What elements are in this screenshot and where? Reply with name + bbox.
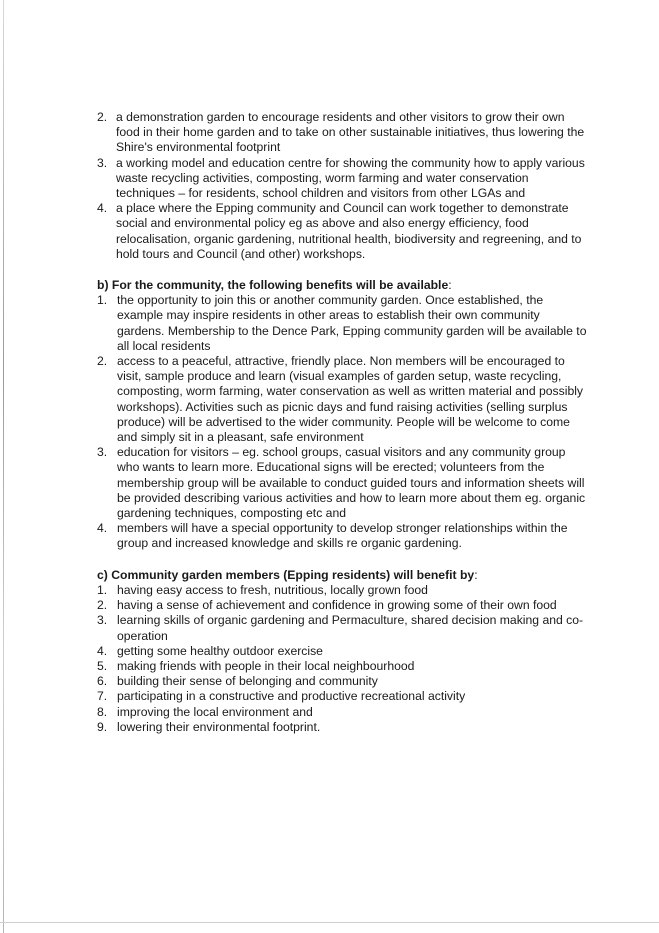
list-item-number: 2.: [97, 110, 108, 124]
list-item-text: the opportunity to join this or another community garden. Once established, the example may inspire residents in other areas to establish their own community gardens. Membership to the Dence Park, Epping community garden will be available to all local residents: [117, 293, 587, 353]
list-item-number: 3.: [97, 155, 108, 170]
list-item-number: 2.: [97, 598, 108, 613]
list-item-number: 4.: [97, 643, 108, 658]
list-item: [0, 445, 659, 521]
list-item-text: access to a peaceful, attractive, friendly place. Non members will be encouraged to visit, sample produce and learn (visual examples of garden setup, waste recycling, composting, worm farming, water conservation as well as written material and possibly workshops). Activities such as picnic days and fund raising activities (selling surplus produce) will be advertised to the wider community. People will be welcome to come and simply sit in a pleasant, safe environment: [117, 354, 584, 445]
list-item-number: 4.: [97, 201, 108, 216]
section-c-heading-text: c) Community garden members (Epping residents) will benefit by: [97, 567, 475, 582]
list-item-number: 1.: [97, 582, 108, 597]
list-item: [0, 674, 659, 689]
list-item-number: 4.: [97, 521, 108, 536]
list-item-text: building their sense of belonging and community: [117, 674, 378, 689]
list-item: [0, 613, 659, 643]
section-b-heading: [0, 278, 659, 293]
list-item: [0, 201, 659, 262]
list-item: [0, 705, 659, 720]
list-item: [0, 689, 659, 704]
section-b-heading-colon: :: [448, 278, 452, 293]
list-item-text: improving the local environment and: [117, 704, 313, 719]
list-item-text: making friends with people in their local neighbourhood: [117, 658, 415, 673]
list-item-text: learning skills of organic gardening and Permaculture, shared decision making and co-operation: [117, 613, 584, 643]
list-item: [0, 354, 659, 445]
list-item: [0, 521, 659, 551]
list-item: [0, 720, 659, 735]
list-item-number: 7.: [97, 689, 108, 704]
list-item-number: 9.: [97, 719, 108, 734]
list-item-number: 3.: [97, 445, 108, 460]
list-item-number: 5.: [97, 658, 108, 673]
list-item-number: 3.: [97, 613, 108, 628]
list-item: [0, 659, 659, 674]
list-item-text: getting some healthy outdoor exercise: [117, 643, 323, 658]
list-item: [0, 110, 659, 156]
section-c-heading-colon: :: [474, 567, 478, 582]
scan-bottom-edge: [0, 922, 659, 923]
list-item: [0, 156, 659, 202]
list-item: [0, 598, 659, 613]
list-item: [0, 583, 659, 598]
section-a-list: [0, 110, 659, 262]
list-item: [0, 293, 659, 354]
list-item-text: education for visitors – eg. school groups, casual visitors and any community group who wants to learn more. Educational signs will be erected; volunteers from the membership group will be available to conduct guided tours and information sheets will be provided describing various activities and how to learn more about them eg. organic gardening techniques, composting etc and: [117, 445, 586, 521]
list-item-text: a demonstration garden to encourage residents and other visitors to grow their own food in their home garden and to take on other sustainable initiatives, thus lowering the Shire's environmental footprint: [116, 110, 585, 155]
section-c-list: [0, 583, 659, 735]
list-item-text: participating in a constructive and productive recreational activity: [117, 689, 466, 704]
list-item: [0, 644, 659, 659]
section-c-heading: [0, 568, 659, 583]
section-b-heading-text: b) For the community, the following benefits will be available: [97, 278, 449, 293]
list-item-number: 6.: [97, 674, 108, 689]
list-item-text: members will have a special opportunity to develop stronger relationships within the group and increased knowledge and skills re organic gardening.: [117, 521, 568, 551]
section-b-list: [0, 293, 659, 551]
list-item-text: lowering their environmental footprint.: [117, 719, 321, 734]
list-item-number: 8.: [97, 704, 108, 719]
list-item-text: a place where the Epping community and Council can work together to demonstrate social and environmental policy eg as above and also energy efficiency, food relocalisation, organic gardening, nutritional health, biodiversity and regreening, and to hold tours and Council (and other) workshops.: [116, 201, 582, 261]
list-item-text: having easy access to fresh, nutritious, locally grown food: [117, 582, 428, 597]
list-item-number: 2.: [97, 354, 108, 369]
list-item-number: 1.: [97, 293, 108, 308]
document-body: [0, 110, 659, 735]
list-item-text: having a sense of achievement and confidence in growing some of their own food: [117, 598, 557, 613]
list-item-text: a working model and education centre for showing the community how to apply various waste recycling activities, composting, worm farming and water conservation techniques – for residents, school children and visitors from other LGAs and: [116, 155, 585, 201]
